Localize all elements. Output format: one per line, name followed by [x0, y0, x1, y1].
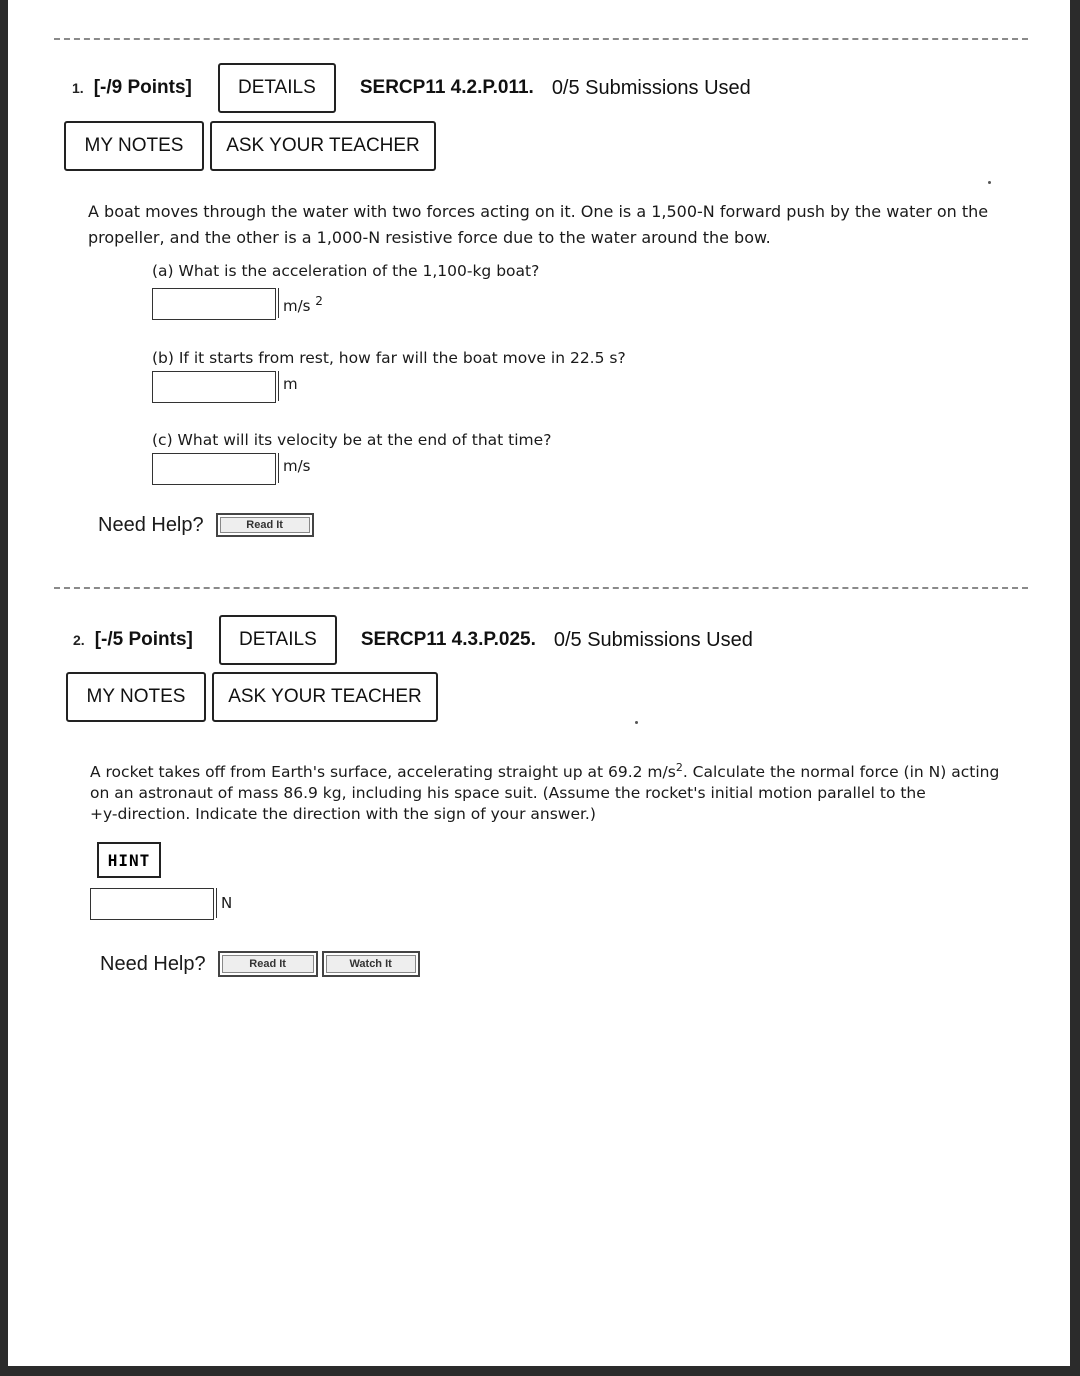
q2-answer-input[interactable] [90, 888, 214, 920]
q2-notes-row [66, 672, 438, 722]
q2-need-help [100, 951, 420, 977]
q1-answer-a-input[interactable] [152, 288, 276, 320]
q1-ask-teacher-button[interactable]: ASK YOUR TEACHER [210, 121, 436, 171]
q1-text-line1: A boat moves through the water with two forces acting on it. One is a 1,500-N forward push by the water on the [88, 202, 989, 221]
q1-read-it-button[interactable]: Read It [216, 513, 314, 537]
q1-unit-a-exp: 2 [315, 294, 323, 308]
q2-help-label: Need Help? [100, 952, 206, 975]
q2-text-line1-exp: 2 [675, 761, 683, 774]
q2-submissions: 0/5 Submissions Used [553, 628, 753, 651]
q1-unit-a-text: m/s [283, 297, 311, 315]
q1-help-label: Need Help? [98, 513, 204, 536]
q1-points: [-/9 Points] [93, 77, 192, 98]
q1-part-b: (b) If it starts from rest, how far will the boat move in 22.5 s? [152, 349, 626, 367]
q1-text-line2: propeller, and the other is a 1,000-N resistive force due to the water around the bow. [88, 228, 771, 247]
q2-text-line1-b: . Calculate the normal force (in N) acting [682, 763, 1000, 782]
q2-text-line1 [90, 757, 999, 783]
q2-answer-row [90, 888, 232, 920]
q2-points: [-/5 Points] [94, 629, 193, 650]
q2-ask-teacher-button[interactable]: ASK YOUR TEACHER [212, 672, 438, 722]
q1-answer-c-input[interactable] [152, 453, 276, 485]
q1-part-a: (a) What is the acceleration of the 1,100-kg boat? [152, 262, 540, 280]
q1-unit-a [278, 288, 323, 318]
q1-number: 1. [72, 80, 84, 96]
q1-submissions: 0/5 Submissions Used [551, 76, 751, 99]
speck [988, 181, 991, 184]
q2-text-line3: +y-direction. Indicate the direction with the sign of your answer.) [90, 805, 596, 824]
q1-unit-c: m/s [278, 453, 310, 483]
q1-unit-b: m [278, 371, 298, 401]
q1-answer-c-row [152, 453, 310, 485]
q1-question-text [88, 199, 988, 251]
q2-unit: N [216, 888, 232, 918]
q1-need-help [98, 513, 314, 537]
q2-details-button[interactable]: DETAILS [219, 615, 337, 665]
q2-read-it-button[interactable]: Read It [218, 951, 318, 977]
q1-my-notes-button[interactable]: MY NOTES [64, 121, 204, 171]
q2-header [73, 615, 753, 665]
q1-answer-b-input[interactable] [152, 371, 276, 403]
q2-code: SERCP11 4.3.P.025. [360, 629, 536, 650]
q1-code: SERCP11 4.2.P.011. [359, 77, 534, 98]
q2-hint-button[interactable]: HINT [97, 842, 161, 878]
q2-help-buttons [218, 951, 420, 977]
divider [54, 587, 1028, 589]
q1-details-button[interactable]: DETAILS [218, 63, 336, 113]
q1-header [72, 63, 751, 113]
q2-my-notes-button[interactable]: MY NOTES [66, 672, 206, 722]
q2-number: 2. [73, 632, 85, 648]
q1-part-c: (c) What will its velocity be at the end of that time? [152, 431, 552, 449]
q2-watch-it-button[interactable]: Watch It [322, 951, 420, 977]
q2-text-line1-a: A rocket takes off from Earth's surface, accelerating straight up at 69.2 m/s [90, 763, 676, 782]
q2-text-line2: on an astronaut of mass 86.9 kg, including his space suit. (Assume the rocket's initial motion parallel to the [90, 784, 926, 803]
q2-question-text [90, 757, 999, 825]
page [8, 0, 1070, 1366]
divider [54, 38, 1028, 40]
speck [635, 721, 638, 724]
q1-notes-row [64, 121, 436, 171]
q1-answer-b-row [152, 371, 298, 403]
q1-answer-a-row [152, 288, 323, 320]
